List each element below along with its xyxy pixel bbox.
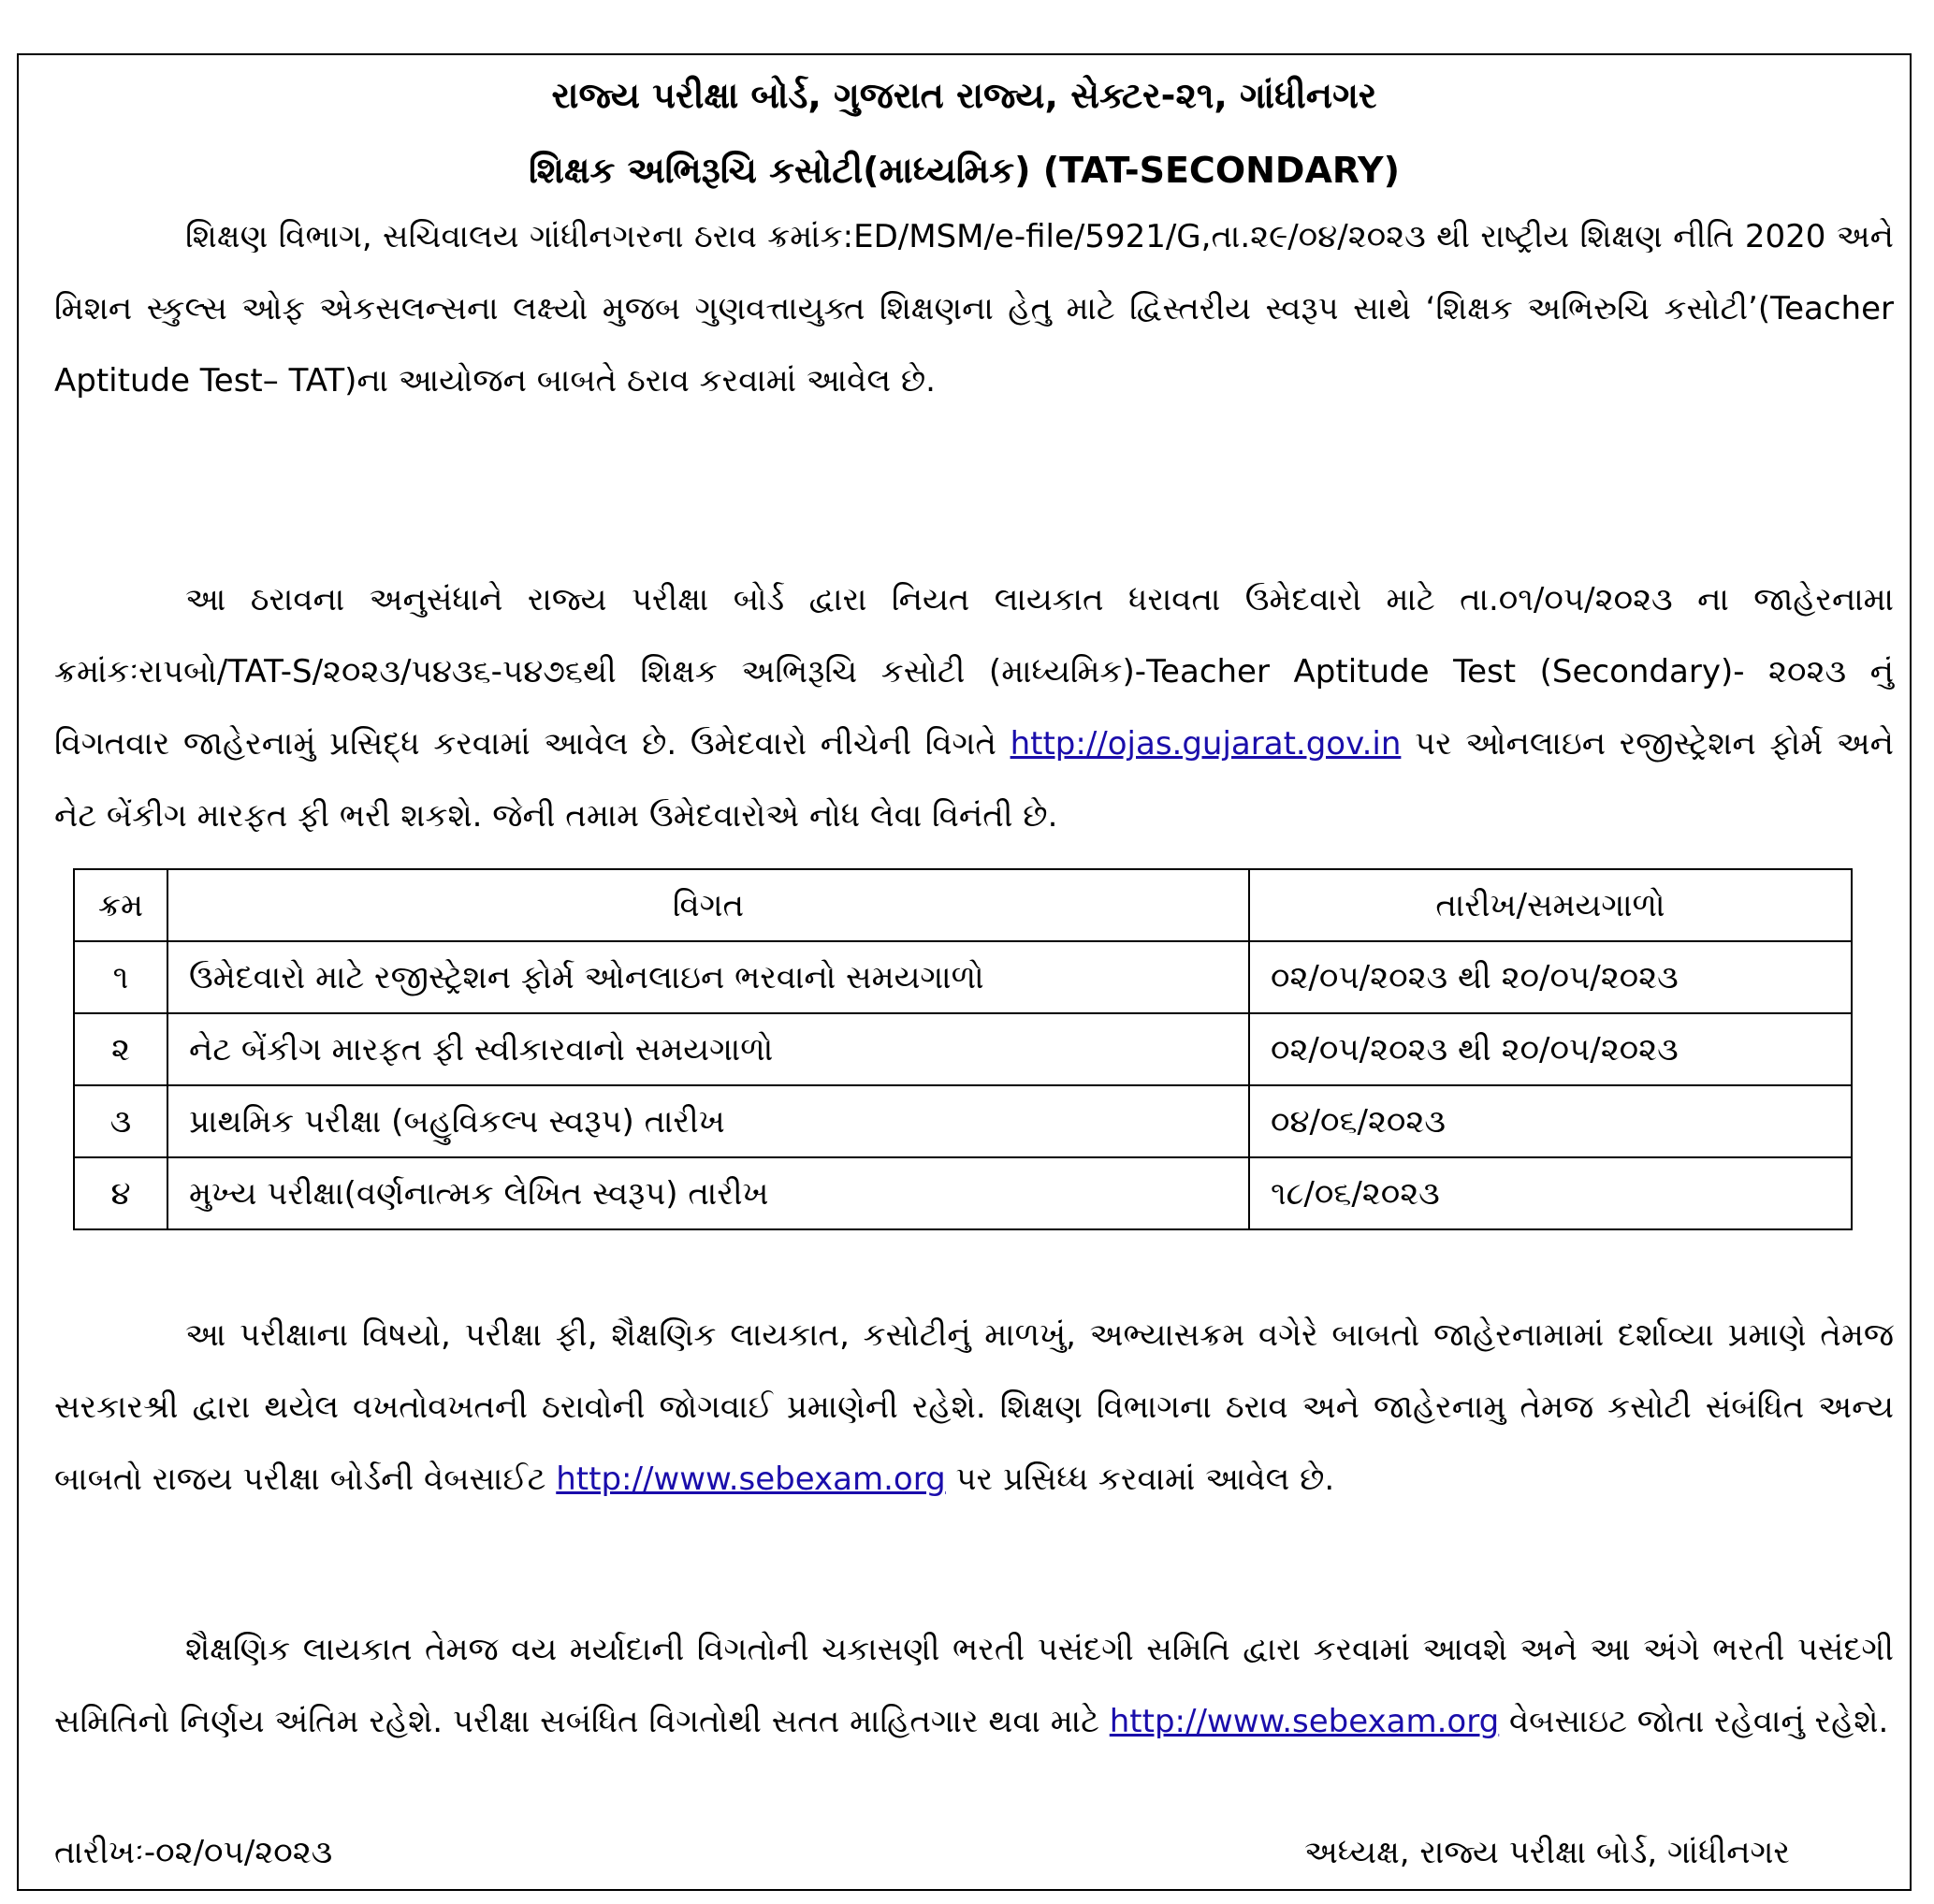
row-detail: પ્રાથમિક પરીક્ષા (બહુવિકલ્પ સ્વરૂપ) તારીખ — [167, 1085, 1249, 1157]
row-serial: ૧ — [74, 941, 167, 1013]
paragraph-notification-text: આ ઠરાવના અનુસંધાને રાજ્ય પરીક્ષા બોર્ડ દ્વારા નિયત લાયકાત ધરાવતા ઉમેદવારો માટે તા.૦૧/૦૫/૨૦૨૩ ના જાહેરનામા ક્રમાંકઃરાપબો/TAT-S/૨૦૨૩/૫૪૩૬-૫૪૭૬થી શિક્ષક અભિરૂચિ કસોટી (માધ્યમિક)-Teacher Aptitude Test (Secondary)- ૨૦૨૩ નું વિગતવાર જાહેરનામું પ્રસિદ્ધ કરવામાં આવેલ છે. ઉમેદવારો નીચેની વિગતે — [54, 581, 1894, 763]
paragraph-eligibility-text: શૈક્ષણિક લાયકાત તેમજ વય મર્યાદાની વિગતોની ચકાસણી ભરતી પસંદગી સમિતિ દ્વારા કરવામાં આવશે અને આ અંગે ભરતી પસંદગી સમિતિનો નિર્ણય અંતિમ રહેશે. પરીક્ષા સબંધિત વિગતોથી સતત માહિતગાર થવા માટે — [54, 1631, 1894, 1740]
exam-title: શિક્ષક અભિરૂચિ કસોટી(માધ્યમિક) (TAT-SECONDARY) — [529, 150, 1400, 191]
table-row — [74, 1013, 1852, 1085]
paragraph-notification-text-end: પર ઓનલાઇન રજીસ્ટ્રેશન ફોર્મ અને નેટ બેંકીગ મારફત ફી ભરી શકશે. જેની તમામ ઉમેદવારોએ નોધ લેવા વિનંતી છે. — [54, 725, 1894, 835]
paragraph-eligibility-text-end: વેબસાઇટ જોતા રહેવાનું રહેશે. — [1499, 1703, 1889, 1740]
table-row — [74, 1157, 1852, 1229]
ojas-link[interactable]: http://ojas.gujarat.gov.in — [1010, 725, 1402, 763]
issue-date: તારીખઃ-૦૨/૦૫/૨૦૨૩ — [54, 1834, 333, 1871]
signatory: અધ્યક્ષ, રાજ્ય પરીક્ષા બોર્ડ, ગાંધીનગર — [1303, 1834, 1790, 1871]
col-header-date: તારીખ/સમયગાળો — [1249, 869, 1852, 941]
board-title: રાજ્ય પરીક્ષા બોર્ડ, ગુજરાત રાજ્ય, સેક્ટર-૨૧, ગાંધીનગર — [551, 75, 1377, 116]
paragraph-eligibility — [54, 1614, 1894, 1758]
row-date: ૦૨/૦૫/૨૦૨૩ થી ૨૦/૦૫/૨૦૨૩ — [1249, 941, 1852, 1013]
row-date: ૧૮/૦૬/૨૦૨૩ — [1249, 1157, 1852, 1229]
notice-document — [17, 53, 1912, 1891]
schedule-table — [73, 868, 1853, 1230]
row-serial: ૨ — [74, 1013, 167, 1085]
row-detail: નેટ બેંકીગ મારફત ફી સ્વીકારવાનો સમયગાળો — [167, 1013, 1249, 1085]
row-date: ૦૪/૦૬/૨૦૨૩ — [1249, 1085, 1852, 1157]
col-header-serial: ક્રમ — [74, 869, 167, 941]
paragraph-resolution: શિક્ષણ વિભાગ, સચિવાલય ગાંધીનગરના ઠરાવ ક્રમાંક:ED/MSM/e-file/5921/G,તા.૨૯/૦૪/૨૦૨૩ થી રાષ્ટ્રીય શિક્ષણ નીતિ 2020 અને મિશન સ્કુલ્સ ઓફ એકસલન્સના લક્ષ્યો મુજબ ગુણવત્તાયુક્ત શિક્ષણના હેતુ માટે દ્વિસ્તરીય સ્વરૂપ સાથે ‘શિક્ષક અભિરુચિ કસોટી’(Teacher Aptitude Test– TAT)ના આયોજન બાબતે ઠરાવ કરવામાં આવેલ છે. — [54, 218, 1894, 400]
row-detail: મુખ્ય પરીક્ષા(વર્ણનાત્મક લેખિત સ્વરૂપ) તારીખ — [167, 1157, 1249, 1229]
sebexam-link-2[interactable]: http://www.sebexam.org — [1109, 1703, 1500, 1740]
table-row — [74, 941, 1852, 1013]
paragraph-exam-details-text-end: પર પ્રસિધ્ધ કરવામાં આવેલ છે. — [945, 1461, 1335, 1498]
paragraph-exam-details — [54, 1300, 1894, 1516]
row-serial: ૪ — [74, 1157, 167, 1229]
paragraph-notification — [54, 564, 1894, 852]
row-detail: ઉમેદવારો માટે રજીસ્ટ્રેશન ફોર્મ ઓનલાઇન ભરવાનો સમયગાળો — [167, 941, 1249, 1013]
paragraph-exam-details-text: આ પરીક્ષાના વિષયો, પરીક્ષા ફી, શૈક્ષણિક લાયકાત, કસોટીનું માળખું, અભ્યાસક્રમ વગેરે બાબતો જાહેરનામામાં દર્શાવ્યા પ્રમાણે તેમજ સરકારશ્રી દ્વારા થયેલ વખતોવખતની ઠરાવોની જોગવાઈ પ્રમાણેની રહેશે. શિક્ષણ વિભાગના ઠરાવ અને જાહેરનામુ તેમજ કસોટી સંબંધિત અન્ય બાબતો રાજય પરીક્ષા બોર્ડની વેબસાઈટ — [54, 1316, 1894, 1498]
table-row — [74, 1085, 1852, 1157]
table-header-row — [74, 869, 1852, 941]
sebexam-link[interactable]: http://www.sebexam.org — [556, 1461, 946, 1498]
row-date: ૦૨/૦૫/૨૦૨૩ થી ૨૦/૦૫/૨૦૨૩ — [1249, 1013, 1852, 1085]
row-serial: ૩ — [74, 1085, 167, 1157]
col-header-detail: વિગત — [167, 869, 1249, 941]
